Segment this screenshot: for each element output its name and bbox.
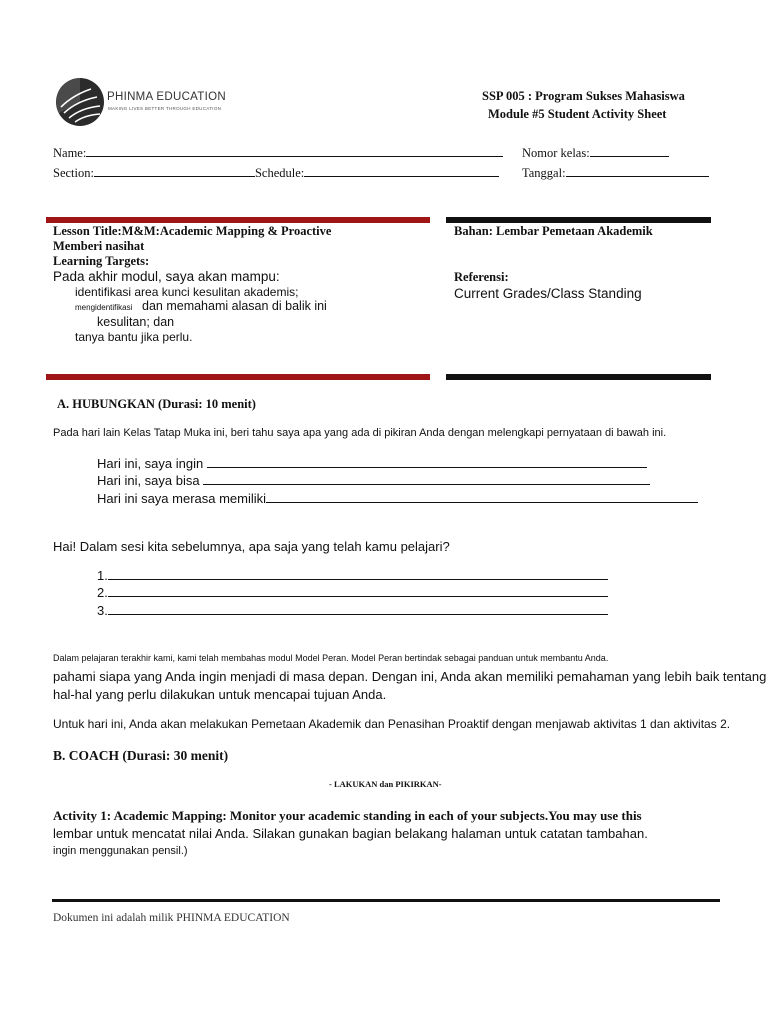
learning-target-2-cont: kesulitan; dan	[97, 315, 175, 329]
schedule-label: Schedule:	[254, 166, 305, 180]
divider-red-top	[46, 217, 430, 223]
learning-targets-label: Learning Targets:	[53, 254, 150, 268]
previous-session-question: Hai! Dalam sesi kita sebelumnya, apa saja yang telah kamu pelajari?	[53, 539, 450, 554]
activity-1-note: ingin menggunakan pensil.)	[53, 845, 188, 857]
prompt-want[interactable]	[97, 456, 647, 471]
prompt-want-label: Hari ini, saya ingin	[97, 456, 207, 471]
paragraph-goals: hal-hal yang perlu dilakukan untuk mencapai tujuan Anda.	[53, 687, 387, 702]
answer-blank-1[interactable]	[108, 568, 608, 580]
paragraph-today: Untuk hari ini, Anda akan melakukan Pemetaan Akademik dan Penasihan Proaktif dengan menjawab aktivitas 1 dan aktivitas 2.	[53, 717, 731, 731]
divider-black-top	[446, 217, 711, 223]
prompt-feel[interactable]	[97, 491, 698, 506]
paragraph-future-self: pahami siapa yang Anda ingin menjadi di masa depan. Dengan ini, Anda akan memiliki pemahaman yang lebih baik tentang	[53, 669, 767, 684]
learning-target-3: tanya bantu jika perlu.	[75, 330, 193, 344]
materials-label: Bahan: Lembar Pemetaan Akademik	[454, 224, 653, 238]
paragraph-role-model: Dalam pelajaran terakhir kami, kami telah membahas modul Model Peran. Model Peran bertindak sebagai panduan untuk membantu Anda.	[53, 653, 609, 663]
divider-red-bottom	[46, 374, 430, 380]
name-field[interactable]	[53, 145, 503, 161]
phinma-logo-icon	[55, 77, 105, 127]
module-title: Module #5 Student Activity Sheet	[488, 107, 667, 121]
references-label: Referensi:	[454, 270, 509, 284]
prompt-want-blank[interactable]	[207, 456, 647, 468]
lesson-title-cont: Memberi nasihat	[53, 239, 145, 253]
prompt-can-label: Hari ini, saya bisa	[97, 473, 204, 488]
prompt-feel-label: Hari ini saya merasa memiliki	[97, 491, 267, 506]
answer-number-1: 1.	[97, 568, 108, 583]
lesson-title: Lesson Title:M&M:Academic Mapping & Proactive	[53, 224, 332, 238]
answer-number-2: 2.	[97, 585, 108, 600]
section-a-intro: Pada hari lain Kelas Tatap Muka ini, beri tahu saya apa yang ada di pikiran Anda dengan melengkapi pernyataan di bawah ini.	[53, 427, 667, 439]
answer-blank-2[interactable]	[108, 585, 608, 597]
answer-line-3[interactable]	[97, 603, 608, 618]
answer-line-1[interactable]	[97, 568, 608, 583]
schedule-blank[interactable]	[304, 165, 499, 177]
logo-name: PHINMA EDUCATION	[107, 91, 226, 103]
course-title: SSP 005 : Program Sukses Mahasiswa	[482, 89, 685, 103]
name-label: Name:	[53, 146, 87, 160]
footer-text: Dokumen ini adalah milik PHINMA EDUCATION	[53, 912, 290, 924]
activity-1-title: Activity 1: Academic Mapping: Monitor your academic standing in each of your subjects.You may use this	[53, 808, 642, 823]
section-b-subheading: - LAKUKAN dan PIKIRKAN-	[329, 779, 442, 789]
class-number-field[interactable]	[522, 145, 669, 161]
learning-target-2-prefix: mengidentifikasi	[75, 303, 133, 312]
divider-black-bottom	[446, 374, 711, 380]
section-blank[interactable]	[94, 165, 255, 177]
logo-tagline: MAKING LIVES BETTER THROUGH EDUCATION	[108, 106, 222, 111]
name-blank[interactable]	[86, 145, 503, 157]
date-label: Tanggal:	[522, 166, 566, 180]
section-field[interactable]	[53, 165, 499, 181]
learning-target-1: identifikasi area kunci kesulitan akademis;	[75, 285, 299, 299]
section-a-heading: A. HUBUNGKAN (Durasi: 10 menit)	[57, 397, 256, 411]
footer-rule	[52, 899, 720, 902]
section-b-heading: B. COACH (Durasi: 30 menit)	[53, 748, 229, 763]
prompt-feel-blank[interactable]	[266, 491, 698, 503]
references-value: Current Grades/Class Standing	[454, 286, 642, 301]
date-field[interactable]	[522, 165, 709, 181]
prompt-can[interactable]	[97, 473, 650, 488]
answer-line-2[interactable]	[97, 585, 608, 600]
answer-number-3: 3.	[97, 603, 108, 618]
answer-blank-3[interactable]	[108, 603, 608, 615]
learning-target-2: dan memahami alasan di balik ini	[142, 299, 327, 313]
section-label: Section:	[53, 166, 94, 180]
class-number-blank[interactable]	[590, 145, 669, 157]
class-number-label: Nomor kelas:	[522, 146, 590, 160]
learning-targets-intro: Pada akhir modul, saya akan mampu:	[53, 269, 280, 284]
prompt-can-blank[interactable]	[203, 473, 650, 485]
activity-1-instruction: lembar untuk mencatat nilai Anda. Silakan gunakan bagian belakang halaman untuk catatan tambahan.	[53, 826, 648, 841]
date-blank[interactable]	[566, 165, 709, 177]
